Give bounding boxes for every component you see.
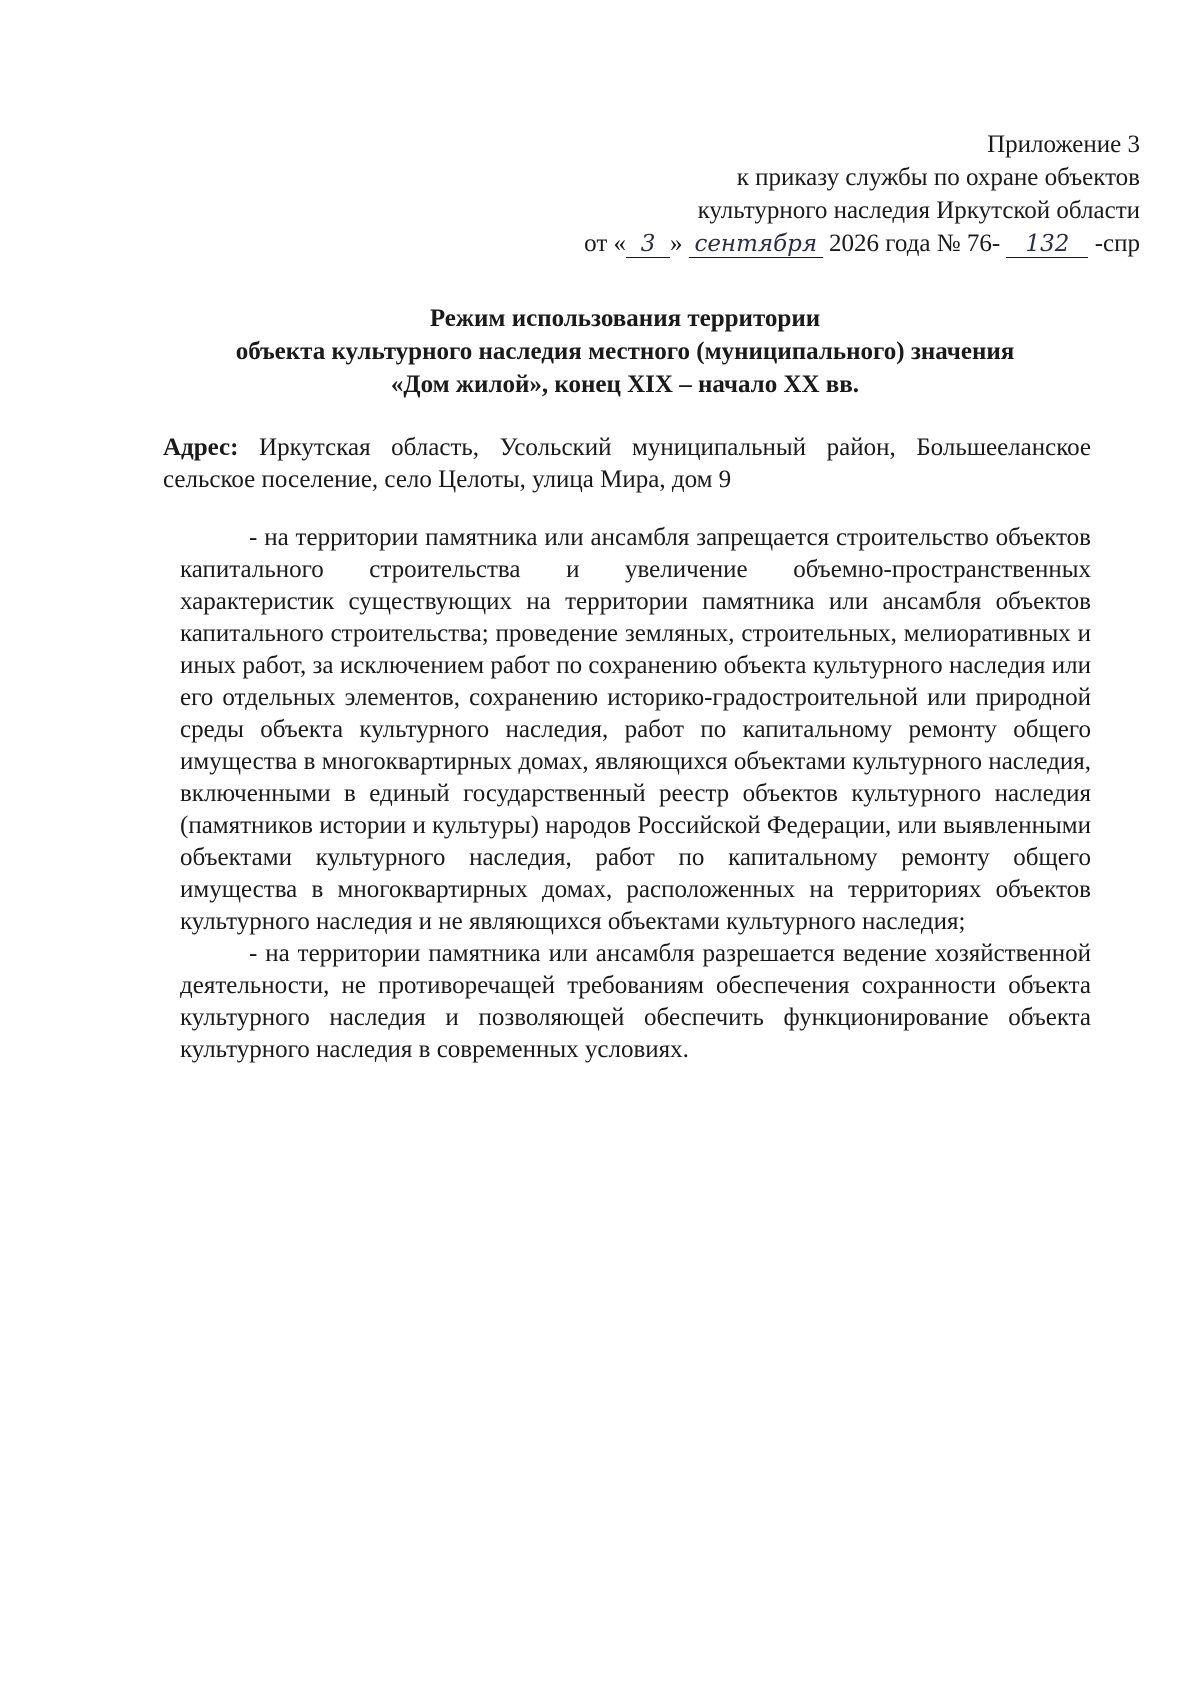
appendix-number: Приложение 3: [987, 131, 1140, 158]
title-line-2: объекта культурного наследия местного (муниципального) значения: [235, 338, 1015, 365]
order-date-line: [584, 227, 1140, 260]
order-suffix: -спр: [1094, 230, 1140, 257]
handwritten-order-number: 132: [1006, 231, 1088, 258]
date-prefix: от «: [584, 230, 627, 257]
date-mid: »: [670, 230, 683, 257]
appendix-header: [584, 128, 1140, 260]
address-text: Иркутская область, Усольский муниципальный район, Большееланское сельское поселение, село Целоты, улица Мира, дом 9: [163, 434, 1091, 493]
address-label: Адрес:: [163, 434, 239, 461]
date-year-text: 2026 года № 76-: [829, 230, 1001, 257]
title-line-3: «Дом жилой», конец XIX – начало XX вв.: [390, 371, 860, 398]
appendix-authority-line: культурного наследия Иркутской области: [697, 197, 1140, 224]
regulation-permitted: - на территории памятника или ансамбля разрешается ведение хозяйственной деятельности, не противоречащей требованиям обеспечения сохранности объекта культурного наследия и позволяющей обеспечить функционирование объекта культурного наследия в современных условиях.: [180, 940, 1091, 1063]
regulations-body: [180, 522, 1091, 1066]
handwritten-month: сентября: [689, 231, 823, 258]
regulation-prohibited: - на территории памятника или ансамбля запрещается строительство объектов капитального строительства и увеличение объемно-пространственных характеристик существующих на территории памятника или ансамбля объектов капитального строительства; проведение земляных, строительных, мелиоративных и иных работ, за исключением работ по сохранению объекта культурного наследия или его отдельных элементов, сохранению историко-градостроительной или природной среды объекта культурного наследия, работ по капитальному ремонту общего имущества в многоквартирных домах, являющихся объектами культурного наследия, включенными в единый государственный реестр объектов культурного наследия (памятников истории и культуры) народов Российской Федерации, или выявленными объектами культурного наследия, работ по капитальному ремонту общего имущества в многоквартирных домах, расположенных на территориях объектов культурного наследия и не являющихся объектами культурного наследия;: [180, 524, 1091, 935]
address-block: [163, 432, 1091, 496]
appendix-reference-line: к приказу службы по охране объектов: [736, 164, 1140, 191]
title-line-1: Режим использования территории: [429, 305, 821, 332]
handwritten-day: 3: [626, 231, 670, 258]
document-title: [160, 302, 1090, 401]
